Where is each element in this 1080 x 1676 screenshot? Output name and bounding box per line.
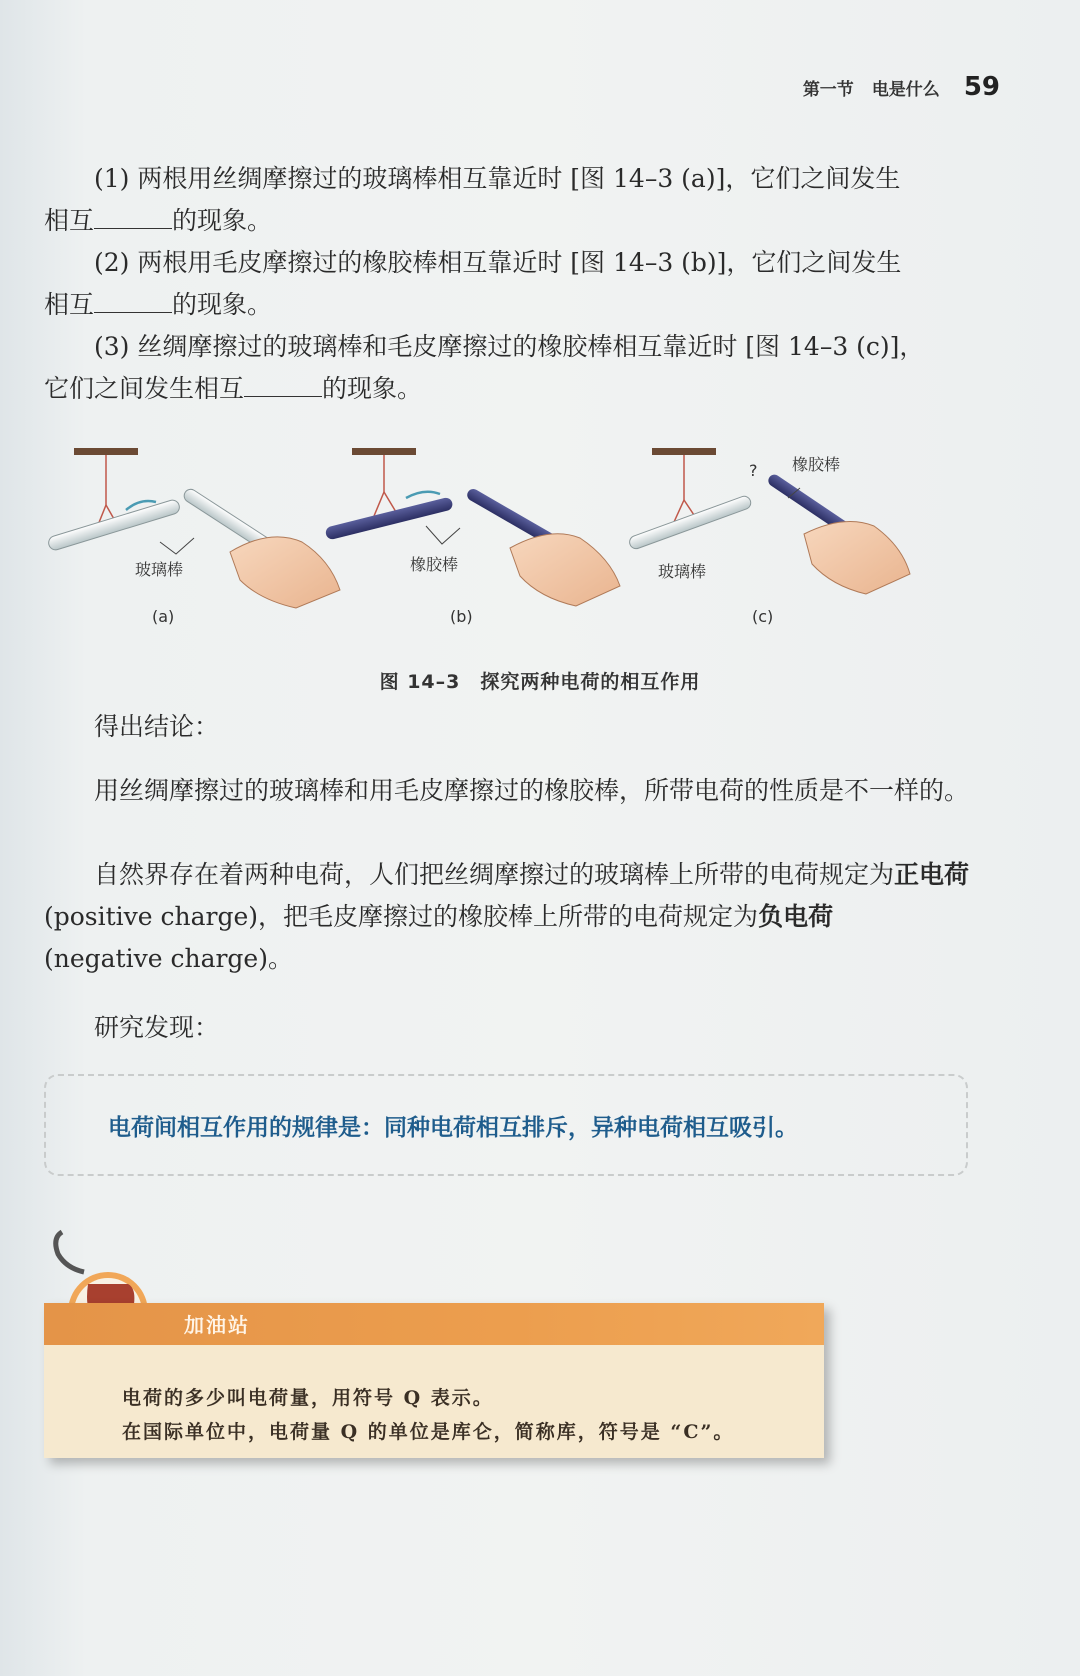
section-label: 第一节	[802, 80, 854, 100]
subfigure-a: (a)	[152, 607, 175, 626]
conclusion-text: 用丝绸摩擦过的玻璃棒和用毛皮摩擦过的橡胶棒，所带电荷的性质是不一样的。	[94, 776, 970, 805]
hand-icon	[510, 534, 620, 606]
tip-box-header	[44, 1303, 824, 1345]
definition-block	[44, 854, 974, 980]
question-1-line2: 相互 的现象。	[44, 200, 974, 242]
figure-illustration	[40, 430, 1000, 665]
support-bar-icon	[74, 448, 138, 455]
question-list	[44, 158, 974, 410]
term-positive-charge: 正电荷	[894, 860, 970, 889]
page-number: 59	[963, 72, 1000, 102]
question-3-line2: 它们之间发生相互 的现象。	[44, 368, 974, 410]
rubber-rod-hanging-icon	[324, 496, 453, 540]
label-rubber-rod-b: 橡胶棒	[410, 555, 459, 574]
support-bar-icon	[352, 448, 416, 455]
term-negative-charge: 负电荷	[758, 902, 834, 931]
conclusion-heading: 得出结论：	[94, 712, 220, 741]
tip-line-1: 电荷的多少叫电荷量，用符号 Q 表示。	[122, 1387, 494, 1409]
glass-rod-hanging-icon	[628, 494, 753, 550]
label-rubber-rod-c: 橡胶棒	[792, 455, 841, 474]
tip-line-2: 在国际单位中，电荷量 Q 的单位是库仑，简称库，符号是 “C”。	[122, 1421, 735, 1443]
research-heading: 研究发现：	[94, 1013, 220, 1042]
figure-caption	[0, 667, 1080, 694]
panel-b	[324, 448, 620, 606]
definition-paragraph: 自然界存在着两种电荷，人们把丝绸摩擦过的玻璃棒上所带的电荷规定为正电荷 (positive charge)，把毛皮摩擦过的橡胶棒上所带的电荷规定为负电荷 (negative charge)。	[44, 860, 970, 973]
question-2-line2: 相互 的现象。	[44, 284, 974, 326]
conclusion-heading-block	[44, 706, 974, 748]
question-3-line1: (3) 丝绸摩擦过的玻璃棒和毛皮摩擦过的橡胶棒相互靠近时 [图 14–3 (c)]，	[94, 332, 925, 361]
answer-blank-1[interactable]	[94, 202, 172, 229]
answer-blank-3[interactable]	[244, 370, 322, 397]
question-mark: ?	[749, 461, 758, 480]
label-glass-rod-a: 玻璃棒	[135, 560, 184, 579]
question-1-line1: (1) 两根用丝绸摩擦过的玻璃棒相互靠近时 [图 14–3 (a)]，它们之间发生	[94, 164, 901, 193]
panel-a	[47, 448, 340, 608]
question-2-line1: (2) 两根用毛皮摩擦过的橡胶棒相互靠近时 [图 14–3 (b)]，它们之间发生	[94, 248, 902, 277]
tip-box	[44, 1303, 824, 1458]
subfigure-c: (c)	[752, 607, 774, 626]
figure-caption-text: 探究两种电荷的相互作用	[480, 671, 701, 693]
motion-arrow-icon	[406, 492, 440, 498]
figure-14-3	[40, 430, 1000, 700]
research-heading-block	[44, 1007, 974, 1049]
answer-blank-2[interactable]	[94, 286, 172, 313]
hand-icon	[230, 537, 340, 608]
subfigure-b: (b)	[450, 607, 473, 626]
rule-box	[44, 1074, 968, 1176]
figure-number: 图 14–3	[379, 671, 461, 693]
running-header	[803, 72, 1000, 112]
glass-rod-hanging-icon	[47, 498, 181, 551]
tip-box-title: 加油站	[184, 1313, 250, 1337]
support-bar-icon	[652, 448, 716, 455]
chapter-title: 电是什么	[871, 80, 940, 100]
hand-icon	[804, 522, 910, 595]
rule-text: 电荷间相互作用的规律是：同种电荷相互排斥，异种电荷相互吸引。	[108, 1114, 798, 1141]
conclusion-block	[44, 770, 974, 812]
label-glass-rod-c: 玻璃棒	[658, 562, 707, 581]
